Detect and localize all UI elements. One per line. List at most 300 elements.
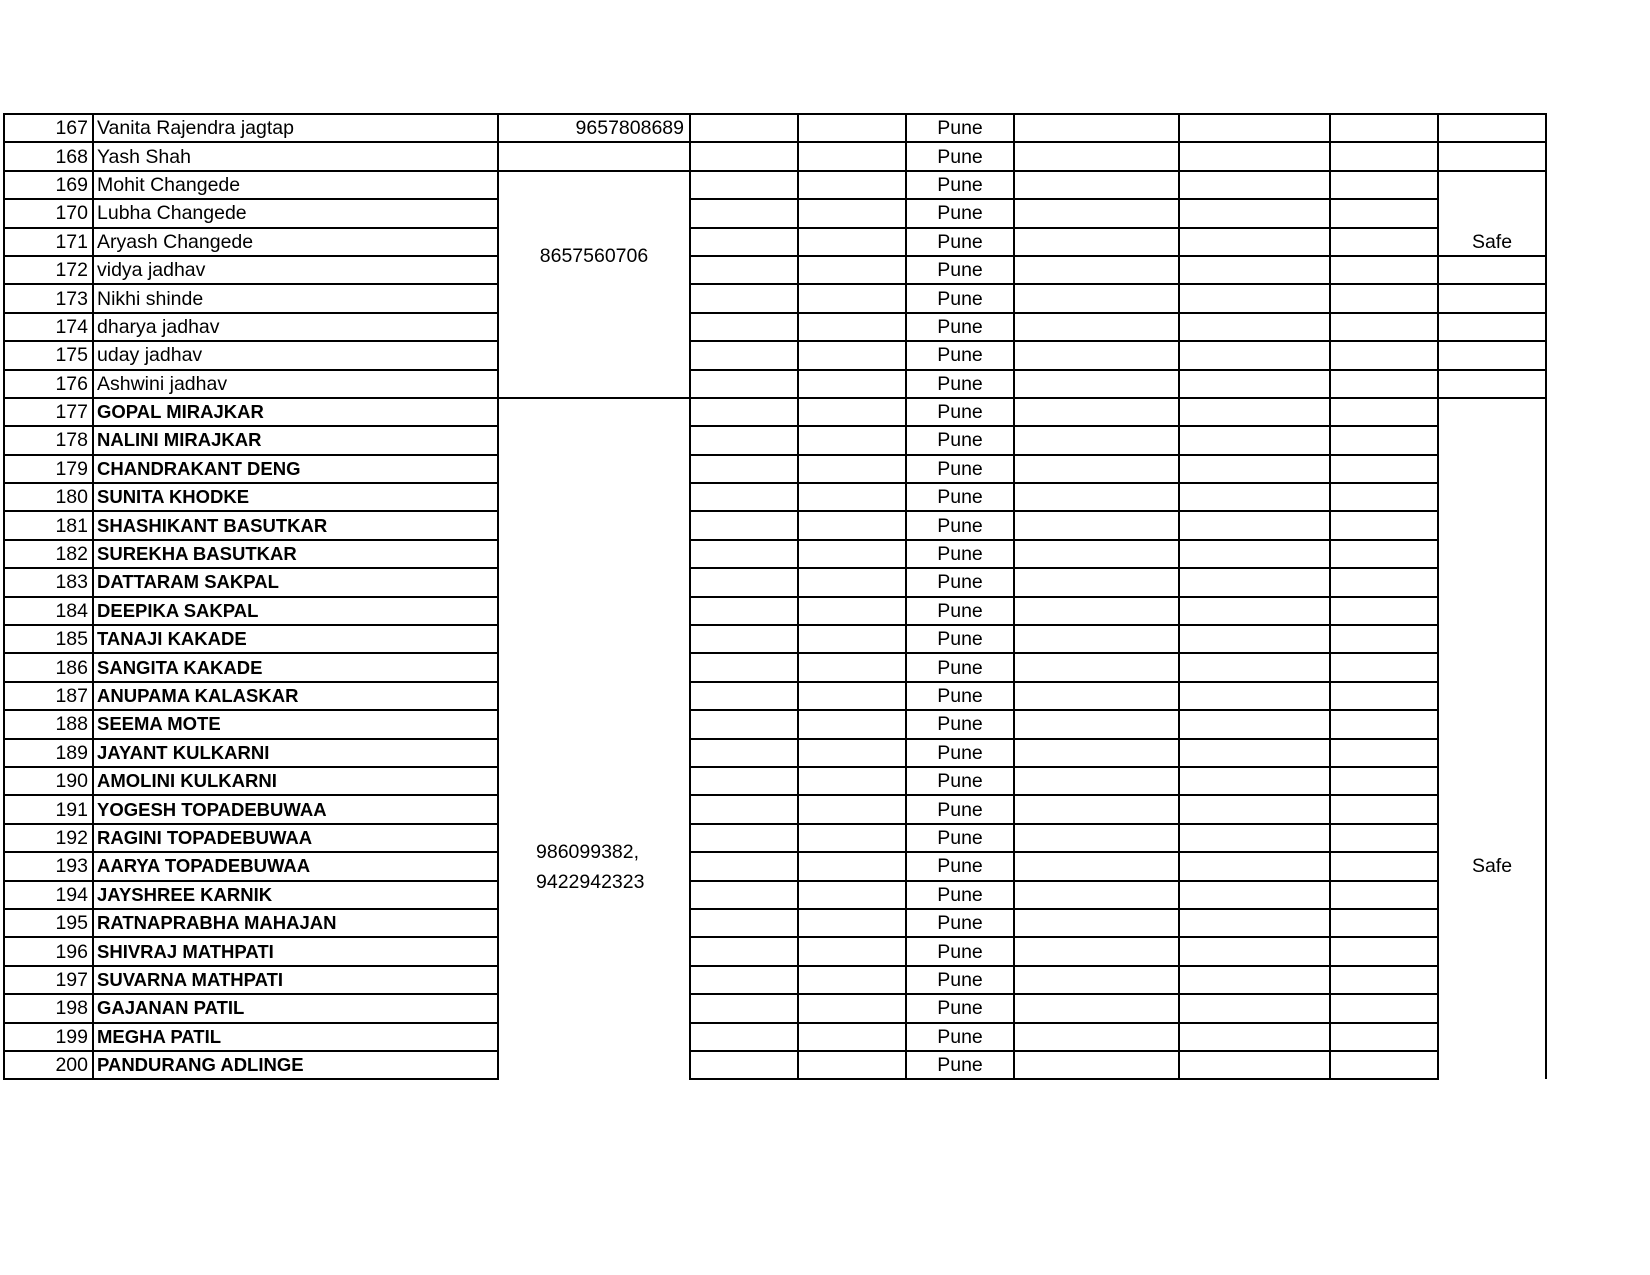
table-row	[4, 256, 1546, 284]
table-row	[4, 483, 1546, 511]
status-cell: Safe	[1438, 171, 1546, 256]
person-name: JAYSHREE KARNIK	[93, 881, 498, 909]
empty-cell	[1014, 540, 1179, 568]
phone-cell-empty	[498, 142, 690, 170]
person-name: Ashwini jadhav	[93, 370, 498, 398]
empty-cell	[1330, 739, 1438, 767]
empty-cell	[1330, 824, 1438, 852]
person-name: Yash Shah	[93, 142, 498, 170]
row-number: 169	[4, 171, 93, 199]
empty-cell	[690, 256, 798, 284]
row-number: 181	[4, 511, 93, 539]
empty-cell	[798, 852, 906, 880]
row-number: 178	[4, 426, 93, 454]
empty-cell	[1014, 767, 1179, 795]
empty-cell	[1014, 852, 1179, 880]
empty-cell	[798, 739, 906, 767]
empty-cell	[1179, 767, 1330, 795]
empty-cell	[1330, 370, 1438, 398]
empty-cell	[690, 313, 798, 341]
empty-cell	[1014, 398, 1179, 426]
city-cell: Pune	[906, 511, 1014, 539]
empty-cell	[690, 625, 798, 653]
empty-cell	[1179, 966, 1330, 994]
person-name: Nikhi shinde	[93, 284, 498, 312]
person-name: Mohit Changede	[93, 171, 498, 199]
table-row	[4, 313, 1546, 341]
empty-cell	[1179, 710, 1330, 738]
empty-cell	[1179, 739, 1330, 767]
empty-cell	[1179, 597, 1330, 625]
empty-cell	[690, 1051, 798, 1079]
row-number: 188	[4, 710, 93, 738]
city-cell: Pune	[906, 455, 1014, 483]
person-name: SHASHIKANT BASUTKAR	[93, 511, 498, 539]
empty-cell	[1179, 568, 1330, 596]
table-row	[4, 568, 1546, 596]
row-number: 176	[4, 370, 93, 398]
row-number: 198	[4, 994, 93, 1022]
table-row	[4, 284, 1546, 312]
city-cell: Pune	[906, 426, 1014, 454]
empty-cell	[690, 370, 798, 398]
empty-cell	[1014, 228, 1179, 256]
empty-cell	[690, 228, 798, 256]
table-row	[4, 852, 1546, 880]
row-number: 191	[4, 795, 93, 823]
empty-cell	[1014, 171, 1179, 199]
empty-cell	[1014, 625, 1179, 653]
empty-cell	[1014, 1023, 1179, 1051]
empty-cell	[690, 710, 798, 738]
empty-cell	[690, 398, 798, 426]
empty-cell	[1330, 256, 1438, 284]
empty-cell	[798, 284, 906, 312]
empty-cell	[798, 114, 906, 142]
empty-cell	[1014, 909, 1179, 937]
empty-cell	[1014, 114, 1179, 142]
table-row	[4, 341, 1546, 369]
empty-cell	[1014, 824, 1179, 852]
row-number: 172	[4, 256, 93, 284]
row-number: 168	[4, 142, 93, 170]
empty-cell	[1179, 824, 1330, 852]
empty-cell	[798, 597, 906, 625]
empty-cell	[1014, 426, 1179, 454]
empty-cell	[1330, 1051, 1438, 1079]
city-cell: Pune	[906, 710, 1014, 738]
table-row	[4, 767, 1546, 795]
empty-cell	[798, 1023, 906, 1051]
table-row	[4, 199, 1546, 227]
empty-cell	[1330, 313, 1438, 341]
empty-cell	[1330, 511, 1438, 539]
empty-cell	[690, 568, 798, 596]
empty-cell	[1014, 284, 1179, 312]
row-number: 189	[4, 739, 93, 767]
empty-cell	[1179, 114, 1330, 142]
row-number: 173	[4, 284, 93, 312]
empty-cell	[1179, 540, 1330, 568]
person-name: AMOLINI KULKARNI	[93, 767, 498, 795]
empty-cell	[690, 426, 798, 454]
empty-cell	[1179, 142, 1330, 170]
person-name: GAJANAN PATIL	[93, 994, 498, 1022]
row-number: 171	[4, 228, 93, 256]
empty-cell	[1179, 483, 1330, 511]
city-cell: Pune	[906, 881, 1014, 909]
empty-cell	[798, 937, 906, 965]
status-cell-empty	[1438, 313, 1546, 341]
table-row	[4, 455, 1546, 483]
city-cell: Pune	[906, 114, 1014, 142]
empty-cell	[1014, 597, 1179, 625]
empty-cell	[798, 199, 906, 227]
empty-cell	[690, 881, 798, 909]
status-cell-empty	[1438, 142, 1546, 170]
person-name: Aryash Changede	[93, 228, 498, 256]
city-cell: Pune	[906, 767, 1014, 795]
person-name: RAGINI TOPADEBUWAA	[93, 824, 498, 852]
empty-cell	[1330, 483, 1438, 511]
city-cell: Pune	[906, 937, 1014, 965]
empty-cell	[1179, 852, 1330, 880]
table-row	[4, 881, 1546, 909]
row-number: 197	[4, 966, 93, 994]
city-cell: Pune	[906, 597, 1014, 625]
city-cell: Pune	[906, 171, 1014, 199]
empty-cell	[798, 881, 906, 909]
empty-cell	[1330, 1023, 1438, 1051]
table-row	[4, 909, 1546, 937]
empty-cell	[1014, 142, 1179, 170]
status-cell-empty	[1438, 370, 1546, 398]
empty-cell	[1330, 937, 1438, 965]
empty-cell	[1014, 199, 1179, 227]
person-name: ANUPAMA KALASKAR	[93, 682, 498, 710]
empty-cell	[1330, 228, 1438, 256]
city-cell: Pune	[906, 625, 1014, 653]
empty-cell	[798, 994, 906, 1022]
empty-cell	[1330, 568, 1438, 596]
person-name: SEEMA MOTE	[93, 710, 498, 738]
empty-cell	[798, 795, 906, 823]
empty-cell	[690, 1023, 798, 1051]
city-cell: Pune	[906, 824, 1014, 852]
row-number: 187	[4, 682, 93, 710]
city-cell: Pune	[906, 483, 1014, 511]
table-row	[4, 370, 1546, 398]
phone-cell-group: 8657560706	[498, 171, 690, 398]
empty-cell	[1179, 370, 1330, 398]
table-row	[4, 937, 1546, 965]
row-number: 185	[4, 625, 93, 653]
city-cell: Pune	[906, 909, 1014, 937]
status-cell: Safe	[1438, 398, 1546, 1079]
empty-cell	[1330, 852, 1438, 880]
table-row	[4, 142, 1546, 170]
person-name: SUVARNA MATHPATI	[93, 966, 498, 994]
city-cell: Pune	[906, 370, 1014, 398]
empty-cell	[690, 682, 798, 710]
empty-cell	[690, 739, 798, 767]
table-row	[4, 511, 1546, 539]
person-name: Lubha Changede	[93, 199, 498, 227]
empty-cell	[798, 142, 906, 170]
row-number: 195	[4, 909, 93, 937]
empty-cell	[1330, 171, 1438, 199]
table-row	[4, 1051, 1546, 1079]
city-cell: Pune	[906, 739, 1014, 767]
empty-cell	[1330, 795, 1438, 823]
contact-list-table	[3, 113, 1547, 1080]
person-name: SUREKHA BASUTKAR	[93, 540, 498, 568]
city-cell: Pune	[906, 313, 1014, 341]
empty-cell	[798, 370, 906, 398]
empty-cell	[1179, 994, 1330, 1022]
person-name: PANDURANG ADLINGE	[93, 1051, 498, 1079]
row-number: 193	[4, 852, 93, 880]
person-name: DEEPIKA SAKPAL	[93, 597, 498, 625]
empty-cell	[1179, 682, 1330, 710]
table-row	[4, 682, 1546, 710]
empty-cell	[798, 824, 906, 852]
empty-cell	[1330, 284, 1438, 312]
table-row	[4, 540, 1546, 568]
city-cell: Pune	[906, 540, 1014, 568]
status-cell-empty	[1438, 341, 1546, 369]
row-number: 170	[4, 199, 93, 227]
city-cell: Pune	[906, 966, 1014, 994]
row-number: 190	[4, 767, 93, 795]
empty-cell	[690, 114, 798, 142]
empty-cell	[1330, 710, 1438, 738]
empty-cell	[1330, 881, 1438, 909]
empty-cell	[1014, 710, 1179, 738]
city-cell: Pune	[906, 142, 1014, 170]
person-name: SUNITA KHODKE	[93, 483, 498, 511]
table-row	[4, 398, 1546, 426]
empty-cell	[1179, 171, 1330, 199]
empty-cell	[1014, 653, 1179, 681]
empty-cell	[1330, 398, 1438, 426]
empty-cell	[1179, 398, 1330, 426]
person-name: GOPAL MIRAJKAR	[93, 398, 498, 426]
empty-cell	[690, 824, 798, 852]
empty-cell	[1330, 142, 1438, 170]
empty-cell	[1179, 511, 1330, 539]
empty-cell	[690, 199, 798, 227]
city-cell: Pune	[906, 228, 1014, 256]
row-number: 179	[4, 455, 93, 483]
empty-cell	[1014, 881, 1179, 909]
row-number: 180	[4, 483, 93, 511]
empty-cell	[1179, 1051, 1330, 1079]
phone-line: 9422942323	[536, 870, 645, 893]
empty-cell	[1330, 625, 1438, 653]
empty-cell	[690, 171, 798, 199]
empty-cell	[798, 511, 906, 539]
empty-cell	[1179, 341, 1330, 369]
empty-cell	[1179, 256, 1330, 284]
city-cell: Pune	[906, 1023, 1014, 1051]
person-name: JAYANT KULKARNI	[93, 739, 498, 767]
empty-cell	[690, 540, 798, 568]
empty-cell	[1330, 540, 1438, 568]
empty-cell	[798, 313, 906, 341]
city-cell: Pune	[906, 341, 1014, 369]
empty-cell	[798, 653, 906, 681]
empty-cell	[1179, 426, 1330, 454]
row-number: 186	[4, 653, 93, 681]
empty-cell	[1330, 653, 1438, 681]
empty-cell	[690, 966, 798, 994]
empty-cell	[798, 540, 906, 568]
empty-cell	[798, 426, 906, 454]
empty-cell	[690, 511, 798, 539]
empty-cell	[1330, 199, 1438, 227]
empty-cell	[1014, 313, 1179, 341]
table-row	[4, 228, 1546, 256]
empty-cell	[798, 909, 906, 937]
row-number: 199	[4, 1023, 93, 1051]
table-row	[4, 1023, 1546, 1051]
empty-cell	[798, 625, 906, 653]
empty-cell	[690, 852, 798, 880]
empty-cell	[1179, 625, 1330, 653]
person-name: RATNAPRABHA MAHAJAN	[93, 909, 498, 937]
empty-cell	[1014, 455, 1179, 483]
city-cell: Pune	[906, 795, 1014, 823]
row-number: 174	[4, 313, 93, 341]
phone-line: 986099382,	[536, 840, 640, 863]
empty-cell	[690, 994, 798, 1022]
city-cell: Pune	[906, 284, 1014, 312]
phone-cell: 9657808689	[498, 114, 690, 142]
empty-cell	[1330, 767, 1438, 795]
empty-cell	[1179, 284, 1330, 312]
empty-cell	[1014, 966, 1179, 994]
empty-cell	[1330, 455, 1438, 483]
person-name: DATTARAM SAKPAL	[93, 568, 498, 596]
city-cell: Pune	[906, 852, 1014, 880]
table-row	[4, 653, 1546, 681]
empty-cell	[1330, 682, 1438, 710]
empty-cell	[1179, 795, 1330, 823]
empty-cell	[690, 795, 798, 823]
status-cell-empty	[1438, 256, 1546, 284]
empty-cell	[1014, 256, 1179, 284]
row-number: 182	[4, 540, 93, 568]
person-name: SHIVRAJ MATHPATI	[93, 937, 498, 965]
empty-cell	[1330, 341, 1438, 369]
empty-cell	[798, 228, 906, 256]
city-cell: Pune	[906, 199, 1014, 227]
empty-cell	[1330, 994, 1438, 1022]
empty-cell	[690, 597, 798, 625]
empty-cell	[690, 284, 798, 312]
empty-cell	[1330, 909, 1438, 937]
empty-cell	[1014, 568, 1179, 596]
empty-cell	[1014, 341, 1179, 369]
empty-cell	[798, 455, 906, 483]
empty-cell	[798, 256, 906, 284]
table-row	[4, 966, 1546, 994]
person-name: SANGITA KAKADE	[93, 653, 498, 681]
empty-cell	[690, 653, 798, 681]
row-number: 184	[4, 597, 93, 625]
empty-cell	[798, 710, 906, 738]
person-name: uday jadhav	[93, 341, 498, 369]
empty-cell	[798, 483, 906, 511]
empty-cell	[1330, 426, 1438, 454]
empty-cell	[690, 341, 798, 369]
empty-cell	[1179, 653, 1330, 681]
empty-cell	[1179, 1023, 1330, 1051]
row-number: 167	[4, 114, 93, 142]
empty-cell	[1179, 313, 1330, 341]
row-number: 200	[4, 1051, 93, 1079]
row-number: 194	[4, 881, 93, 909]
empty-cell	[1179, 909, 1330, 937]
row-number: 175	[4, 341, 93, 369]
empty-cell	[798, 767, 906, 795]
city-cell: Pune	[906, 568, 1014, 596]
row-number: 192	[4, 824, 93, 852]
city-cell: Pune	[906, 256, 1014, 284]
person-name: MEGHA PATIL	[93, 1023, 498, 1051]
city-cell: Pune	[906, 682, 1014, 710]
empty-cell	[1014, 795, 1179, 823]
table-row	[4, 597, 1546, 625]
row-number: 196	[4, 937, 93, 965]
empty-cell	[1179, 881, 1330, 909]
table-row	[4, 171, 1546, 199]
empty-cell	[1014, 483, 1179, 511]
empty-cell	[798, 568, 906, 596]
empty-cell	[1014, 370, 1179, 398]
table-row	[4, 625, 1546, 653]
person-name: CHANDRAKANT DENG	[93, 455, 498, 483]
table-row	[4, 114, 1546, 142]
empty-cell	[1179, 228, 1330, 256]
empty-cell	[690, 767, 798, 795]
table-row	[4, 824, 1546, 852]
empty-cell	[798, 682, 906, 710]
status-cell-empty	[1438, 114, 1546, 142]
empty-cell	[1330, 597, 1438, 625]
empty-cell	[1014, 739, 1179, 767]
person-name: YOGESH TOPADEBUWAA	[93, 795, 498, 823]
empty-cell	[1014, 682, 1179, 710]
empty-cell	[1014, 511, 1179, 539]
empty-cell	[1330, 114, 1438, 142]
city-cell: Pune	[906, 1051, 1014, 1079]
person-name: NALINI MIRAJKAR	[93, 426, 498, 454]
table-row	[4, 994, 1546, 1022]
empty-cell	[690, 937, 798, 965]
empty-cell	[798, 966, 906, 994]
empty-cell	[690, 455, 798, 483]
empty-cell	[1179, 937, 1330, 965]
city-cell: Pune	[906, 398, 1014, 426]
city-cell: Pune	[906, 994, 1014, 1022]
person-name: Vanita Rajendra jagtap	[93, 114, 498, 142]
empty-cell	[798, 341, 906, 369]
empty-cell	[1330, 966, 1438, 994]
person-name: dharya jadhav	[93, 313, 498, 341]
row-number: 177	[4, 398, 93, 426]
